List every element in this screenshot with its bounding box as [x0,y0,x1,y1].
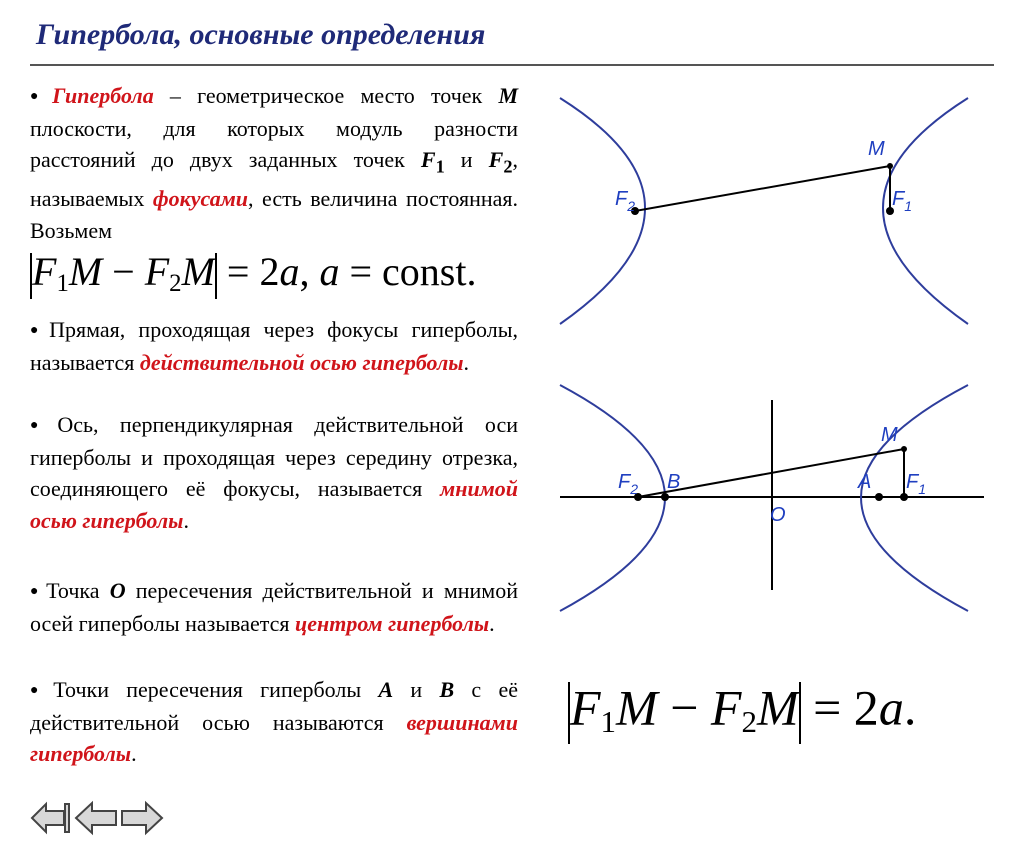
point-M [887,163,893,169]
text: , называемых [30,147,518,212]
text: . [183,507,189,533]
bullet-icon: ● [30,584,44,599]
operator: = 2 [216,249,280,294]
text: , есть величина постоянная. Возьмем [30,186,518,243]
symbol-M: M [498,83,518,108]
label-M: M [868,138,885,160]
operator: − [657,679,711,736]
label-F1: $F_1$ [906,471,927,497]
text: с её действительной осью называются [30,677,519,735]
punct: . [903,679,917,736]
symbol: F [710,679,742,736]
text: и [444,147,489,173]
focus-F1-point [900,493,908,501]
text: = const. [339,249,477,294]
text: . [463,349,470,375]
text: . [131,741,137,767]
prev-slide-icon[interactable] [76,803,116,833]
symbol: F [570,679,601,736]
right-branch [883,98,968,324]
symbol: a [319,249,340,294]
bullet-icon: ● [30,323,47,338]
next-slide-icon[interactable] [122,803,162,833]
term-foci: фокусами [152,186,249,212]
subscript: 1 [600,704,617,740]
text: Точки пересечения гиперболы [53,677,379,702]
operator: − [102,249,145,294]
text: и [393,677,440,702]
symbol: M [756,679,799,736]
term-real-axis: действительной осью гиперболы [139,349,464,375]
definition-paragraph [30,80,518,246]
nav-svg [28,798,168,838]
vertex-B-point [661,493,669,501]
label-M: M [881,424,898,446]
label-F2: $F_2$ [615,188,636,214]
subscript: 1 [435,156,445,177]
text: пересечения действительной и мнимой осей гиперболы называется [30,578,518,636]
segment-F2M [635,166,890,211]
bullet-icon: ● [30,683,51,698]
symbol: M [616,679,658,736]
symbol-F2: F [488,147,504,173]
bullet-icon: ● [30,89,50,104]
label-F1: $F_1$ [892,188,913,214]
formula-main [568,679,917,744]
symbol: M [68,249,103,294]
text: Прямая, проходящая через фокусы гиперболы, называется [30,317,518,375]
label-B: B [667,471,681,493]
real-axis-paragraph [30,314,518,378]
label-O: O [770,504,786,526]
formula-definition [30,249,477,299]
punct: , [299,249,320,294]
slide-title: Гипербола, основные определения [36,18,486,51]
symbol: F [32,249,57,294]
subscript: 2 [169,270,182,298]
imaginary-axis-paragraph [30,409,518,536]
symbol-A: A [378,677,394,702]
text: – геометрическое место точек [153,83,499,108]
point-M [901,446,907,452]
symbol: M [181,249,215,294]
subscript: 2 [741,704,757,740]
center-paragraph [30,575,518,639]
subscript: 2 [503,156,513,177]
symbol: a [878,679,904,736]
term-vertices: вершинами гиперболы [30,709,518,767]
hyperbola-diagram-bottom [540,380,990,620]
term-hyperbola: Гипербола [52,83,154,108]
text: плоскости, для которых модуль разности расстояний до двух заданных точек [30,115,518,173]
vertex-A-point [875,493,883,501]
symbol: F [144,249,170,294]
symbol-B: B [439,677,455,702]
text: . [489,610,495,636]
label-F2: $F_2$ [618,471,639,497]
symbol-F1: F [420,147,436,173]
term-center: центром гиперболы [295,610,490,636]
term-imaginary-axis: мнимой осью гиперболы [30,476,518,533]
symbol: a [279,249,300,294]
subscript: 1 [56,270,69,298]
vertices-paragraph [30,674,518,770]
hyperbola-diagram-top [540,88,990,333]
operator: = 2 [800,679,879,736]
title-divider [30,64,994,66]
text: Точка [46,578,110,603]
first-slide-icon[interactable] [32,804,69,832]
bullet-icon: ● [30,418,55,433]
slide-navigation [28,798,168,838]
symbol-O: O [109,578,126,603]
label-A: A [858,471,872,493]
text: Ось, перпендикулярная действительной оси гиперболы и проходящая через середину отрезка, соединяющего её фокусы, называется [30,412,518,502]
